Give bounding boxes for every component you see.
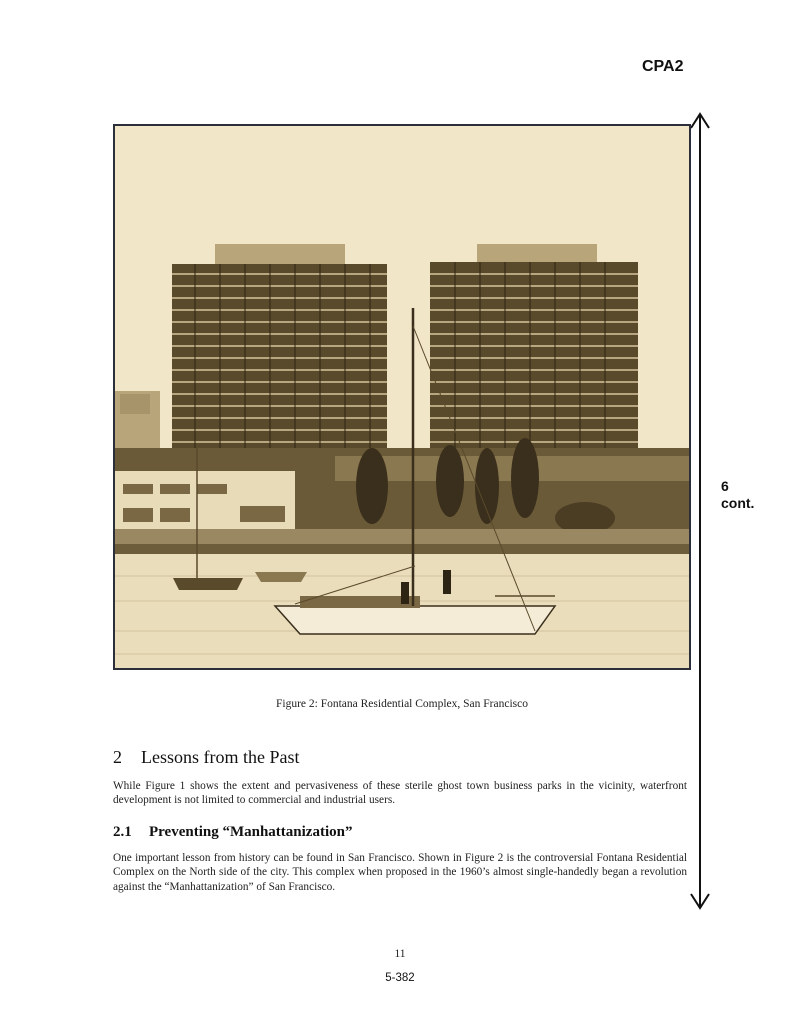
subsection-number: 2.1 — [113, 824, 132, 840]
figure-photo — [113, 124, 691, 670]
figure-caption: Figure 2: Fontana Residential Complex, San Francisco — [275, 698, 528, 710]
section-heading — [113, 747, 299, 768]
paragraph-lesson: One important lesson from history can be found in San Francisco. Shown in Figure 2 is the controversial Fontana Residential Complex on the North side of the city. This complex when proposed in the 1960’s almost single-handedly began a revolution against the “Manhattanization” of San Francisco. — [113, 852, 687, 893]
section-number: 2 — [113, 747, 122, 767]
subsection-heading — [113, 824, 352, 841]
fontana-complex-photo — [115, 126, 689, 668]
comment-code-label: CPA2 — [642, 58, 684, 75]
comment-continued: cont. — [721, 495, 755, 511]
document-number: 5-382 — [385, 972, 415, 984]
page-number: 11 — [394, 948, 406, 960]
paragraph-intro: While Figure 1 shows the extent and pervasiveness of these sterile ghost town business parks in the vicinity, waterfront development is not limited to commercial and industrial users. — [113, 780, 687, 807]
comment-bracket-arrow — [689, 112, 711, 912]
comment-number-label — [721, 478, 754, 512]
section-title: Lessons from the Past — [141, 747, 300, 767]
comment-number: 6 — [721, 478, 729, 494]
subsection-title: Preventing “Manhattanization” — [149, 824, 353, 840]
